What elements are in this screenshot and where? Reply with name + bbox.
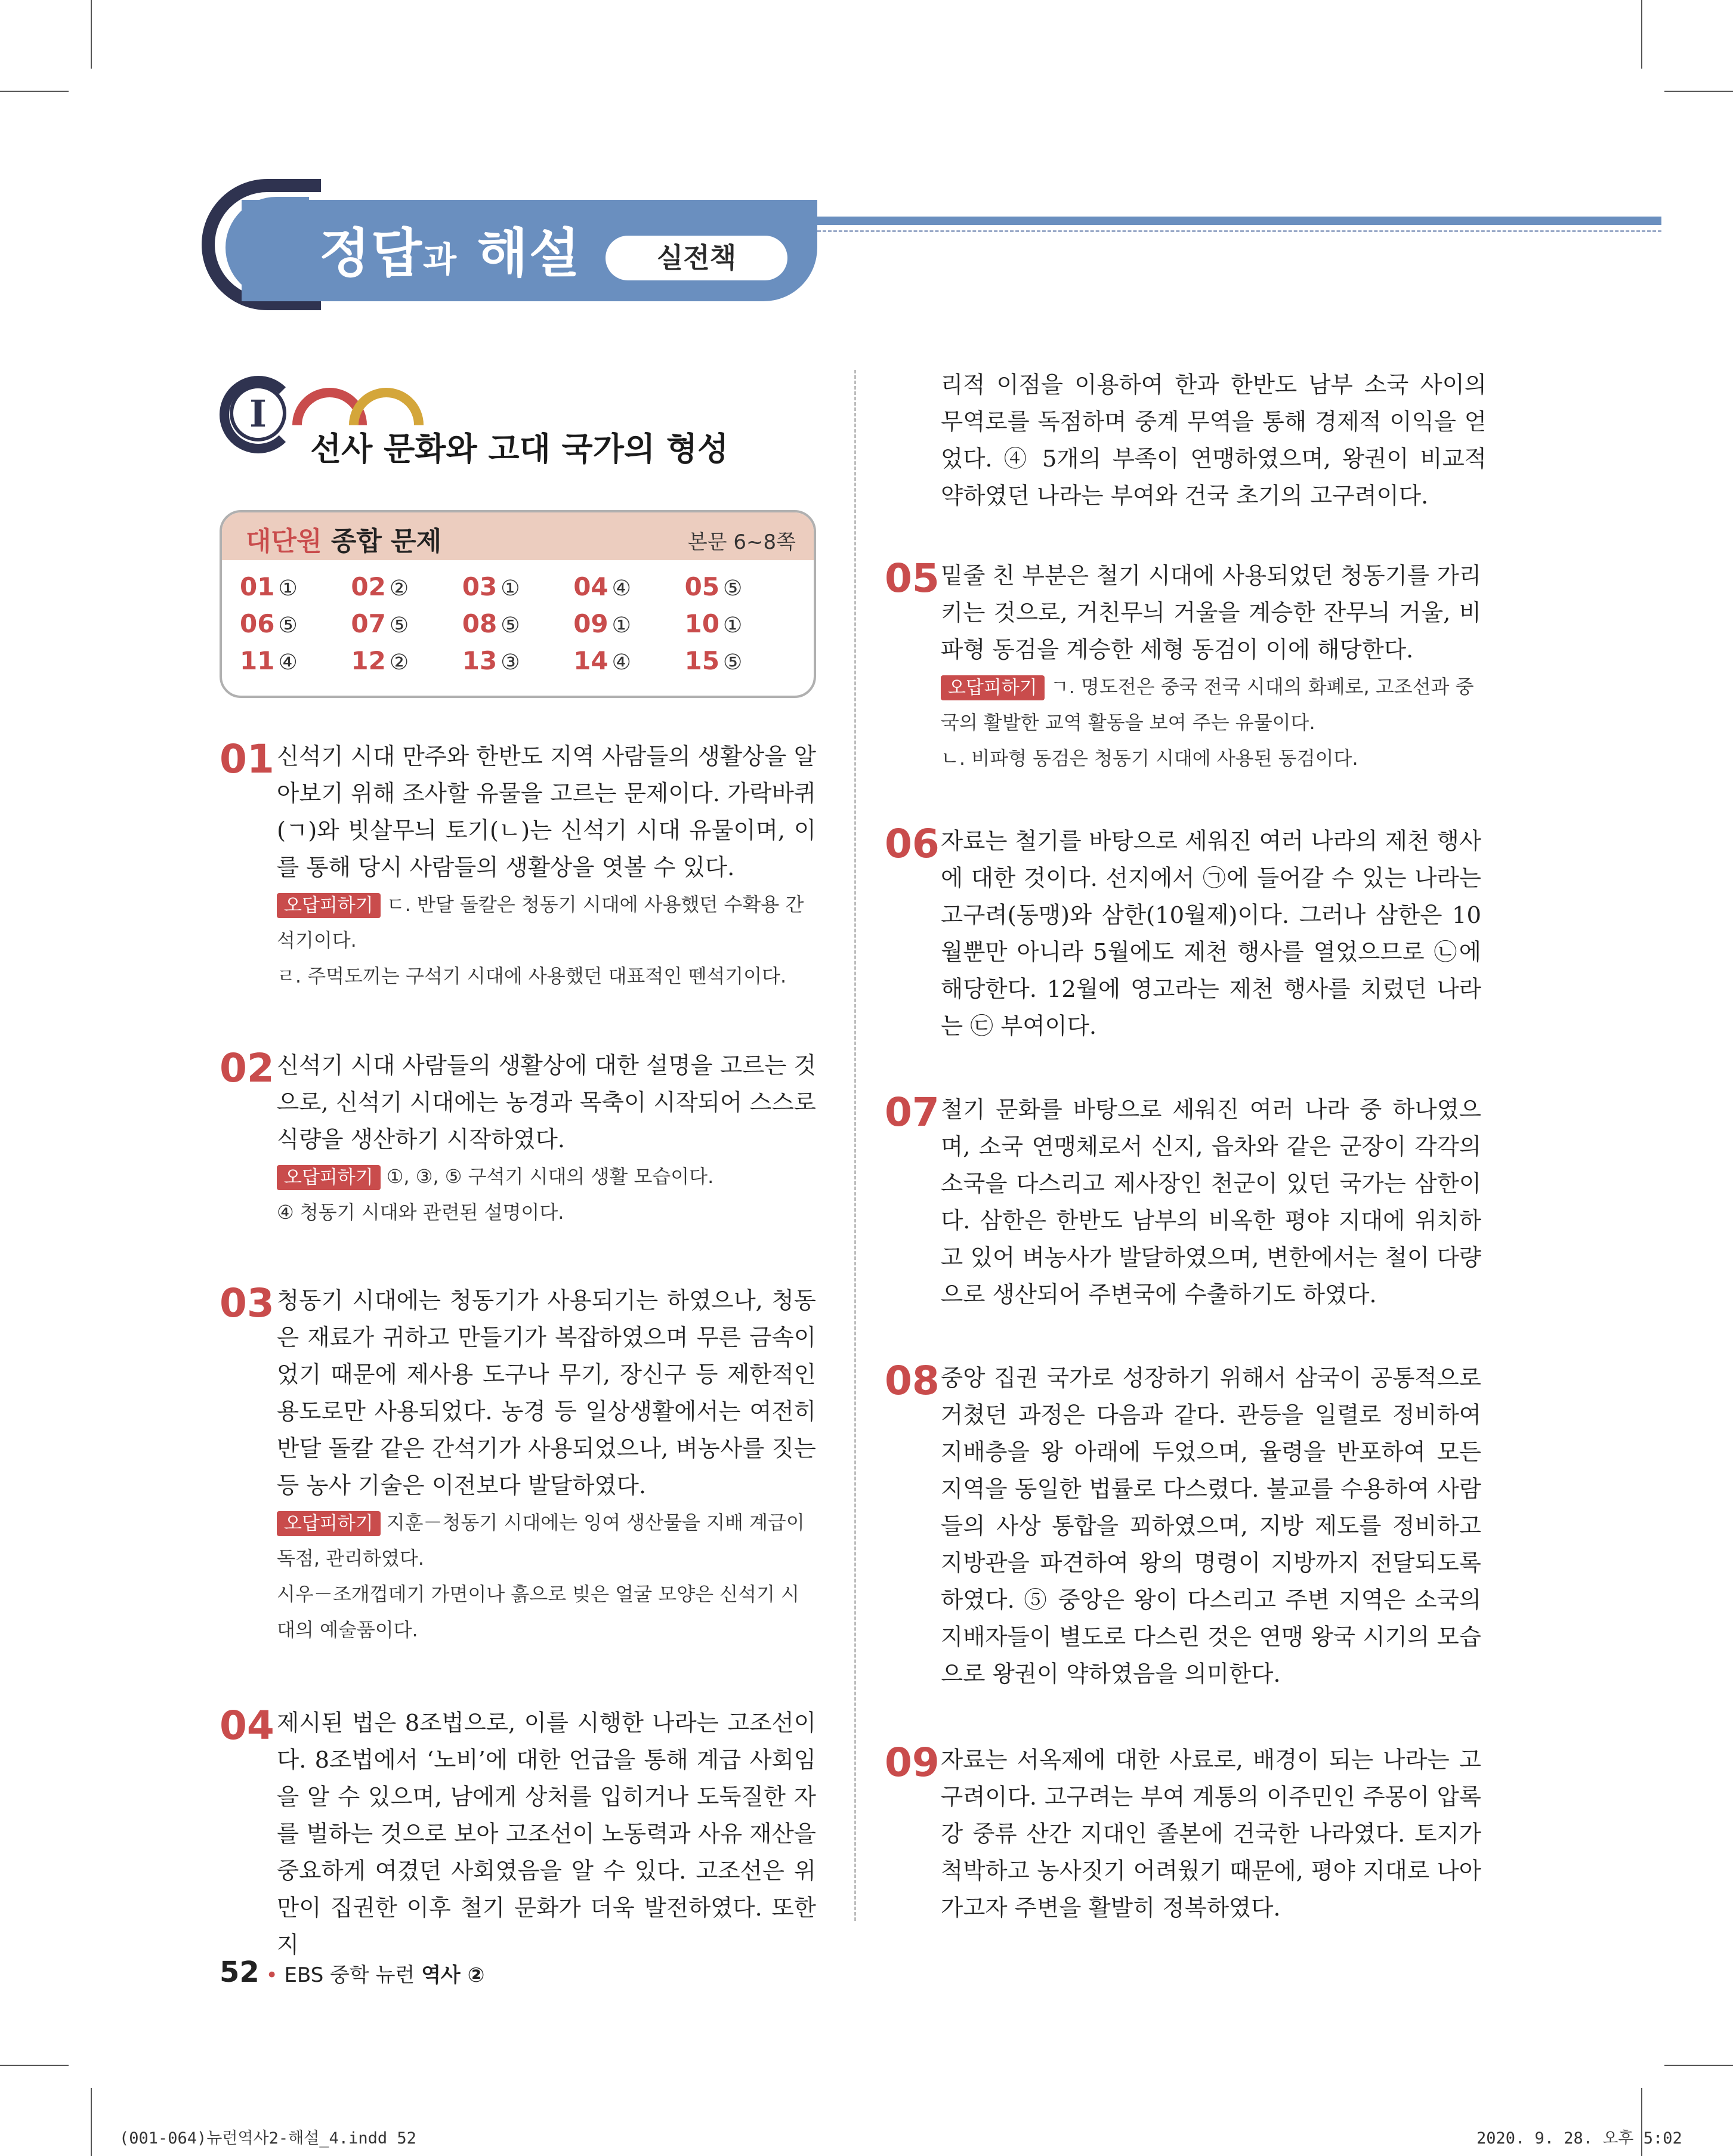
answer-number: 06 <box>240 609 275 638</box>
crop-mark <box>1641 0 1642 69</box>
answer-item <box>685 572 796 604</box>
book-title: EBS 중학 뉴런 <box>284 1963 422 1987</box>
print-slug-file: (001-064)뉴런역사2-해설_4.indd 52 <box>119 2129 416 2148</box>
wrong-answer-note: ④ 청동기 시대와 관련된 설명이다. <box>277 1201 564 1224</box>
answer-choice: ⑤ <box>278 613 298 638</box>
answer-item <box>685 609 796 641</box>
wrong-answer-tag: 오답피하기 <box>277 1165 381 1190</box>
question-05 <box>885 555 1481 776</box>
question-number: 08 <box>885 1358 940 1404</box>
answer-number: 05 <box>684 572 720 601</box>
answer-choice: ④ <box>611 650 631 675</box>
question-text: 제시된 법은 8조법으로, 이를 시행한 나라는 고조선이다. 8조법에서 ‘노비’에 대한 언급을 통해 계급 사회임을 알 수 있으며, 남에게 상처를 입히거나 도둑질한 자를 벌하는 것으로 보아 고조선이 노동력과 사유 재산을 중요하게 여겼던 사회였음을 알 수 있다. 고조선은 위만이 집권한 이후 철기 문화가 더욱 발전하였다. 또한 지 <box>277 1710 816 1959</box>
wrong-answer-note: 오답피하기 ①, ③, ⑤ 구석기 시대의 생활 모습이다. <box>277 1159 816 1194</box>
question-09 <box>885 1742 1481 1927</box>
wrong-answer-note: 오답피하기 ㄱ. 명도전은 중국 전국 시대의 화폐로, 고조선과 중국의 활발한 교역 활동을 보여 주는 유물이다. <box>941 675 1474 734</box>
answer-number: 10 <box>684 609 720 638</box>
answer-item <box>240 572 351 604</box>
answer-item <box>573 646 684 678</box>
question-03 <box>220 1280 816 1648</box>
answer-item <box>462 572 573 604</box>
unit-numeral: I <box>230 385 286 441</box>
answer-choice: ① <box>278 576 298 601</box>
header-dash-rule <box>817 230 1661 232</box>
answer-number: 11 <box>240 646 275 675</box>
answer-choice: ④ <box>611 576 631 601</box>
question-text: 철기 문화를 바탕으로 세워진 여러 나라 중 하나였으며, 소국 연맹체로서 신지, 읍차와 같은 군장이 각각의 소국을 다스리고 제사장인 천군이 있던 국가는 삼한이다. 삼한은 한반도 남부의 비옥한 평야 지대에 위치하고 있어 벼농사가 발달하였으며, 변한에서는 철이 다량으로 생산되어 주변국에 수출하기도 하였다. <box>941 1096 1481 1308</box>
wrong-answer-note: 오답피하기 지훈－청동기 시대에는 잉여 생산물을 지배 계급이 독점, 관리하였다. <box>277 1511 805 1570</box>
question-number: 03 <box>220 1280 274 1326</box>
question-number: 02 <box>220 1045 274 1091</box>
wrong-answer-note: ㄴ. 비파형 동검은 청동기 시대에 사용된 동검이다. <box>941 747 1358 770</box>
answer-key-range: 본문 6~8쪽 <box>687 530 796 554</box>
question-text: 중앙 집권 국가로 성장하기 위해서 삼국이 공통적으로 거쳤던 과정은 다음과 같다. 관등을 일렬로 정비하여 지배층을 왕 아래에 두었으며, 율령을 반포하여 모든 지역을 동일한 법률로 다스렸다. 불교를 수용하여 사람들의 사상 통합을 꾀하였으며, 지방 제도를 정비하고 지방관을 파견하여 왕의 명령이 지방까지 전달되도록 하였다. ⑤ 중앙은 왕이 다스리고 주변 지역은 소국의 지배자들이 별도로 다스린 것은 연맹 왕국 시기의 모습으로 왕권이 약하였음을 의미한다. <box>941 1365 1481 1688</box>
wrong-answer-tag: 오답피하기 <box>277 893 381 918</box>
question-text: 청동기 시대에는 청동기가 사용되기는 하였으나, 청동은 재료가 귀하고 만들기가 복잡하였으며 무른 금속이었기 때문에 제사용 도구나 무기, 장신구 등 제한적인 용도로만 사용되었다. 농경 등 일상생활에서는 여전히 반달 돌칼 같은 간석기가 사용되었으나, 벼농사를 짓는 등 농사 기술은 이전보다 발달하였다. <box>277 1287 816 1499</box>
question-06 <box>885 823 1481 1045</box>
answer-key-header <box>222 512 814 560</box>
answer-item <box>685 646 796 678</box>
answer-choice: ① <box>611 613 631 638</box>
question-08 <box>885 1360 1481 1693</box>
question-02 <box>220 1045 816 1230</box>
answer-choice: ⑤ <box>501 613 520 638</box>
question-number: 04 <box>220 1703 274 1749</box>
crop-mark <box>1664 91 1733 92</box>
answer-item <box>351 572 462 604</box>
question-number: 01 <box>220 736 274 782</box>
footer-bullet-icon: • <box>265 1963 278 1987</box>
answer-number: 13 <box>462 646 498 675</box>
crop-mark <box>0 91 69 92</box>
answer-key-title: 대단원 종합 문제 <box>246 526 442 557</box>
answer-number: 03 <box>462 572 498 601</box>
wrong-answer-tag: 오답피하기 <box>941 675 1045 700</box>
answer-choice: ⑤ <box>389 613 409 638</box>
unit-title: 선사 문화와 고대 국가의 형성 <box>310 430 729 468</box>
answer-choice: ② <box>389 650 409 675</box>
question-04-continued <box>941 367 1487 515</box>
question-text: 밑줄 친 부분은 철기 시대에 사용되었던 청동기를 가리키는 것으로, 거친무늬 거울을 계승한 잔무늬 거울, 비파형 동검을 계승한 세형 동검이 이에 해당한다. <box>941 563 1481 663</box>
crop-mark <box>0 2065 69 2066</box>
answer-choice: ④ <box>278 650 298 675</box>
wrong-answer-tag: 오답피하기 <box>277 1511 381 1536</box>
header-rule <box>817 217 1661 225</box>
question-07 <box>885 1089 1481 1314</box>
answer-number: 02 <box>351 572 386 601</box>
page-footer <box>220 1956 484 1989</box>
crop-mark <box>91 2088 92 2156</box>
question-number: 07 <box>885 1089 940 1135</box>
question-text-continued: 리적 이점을 이용하여 한과 한반도 남부 소국 사이의 무역로를 독점하며 중계 무역을 통해 경제적 이익을 얻었다. ④ 5개의 부족이 연맹하였으며, 왕권이 비교적 약하였던 나라는 부여와 건국 초기의 고구려이다. <box>941 372 1487 509</box>
answer-choice: ② <box>389 576 409 601</box>
question-number: 05 <box>885 555 940 601</box>
question-text: 신석기 시대 사람들의 생활상에 대한 설명을 고르는 것으로, 신석기 시대에는 농경과 목축이 시작되어 스스로 식량을 생산하기 시작하였다. <box>277 1052 816 1153</box>
answer-number: 14 <box>573 646 608 675</box>
answer-key-box <box>220 510 816 698</box>
wrong-answer-note: 오답피하기 ㄷ. 반달 돌칼은 청동기 시대에 사용했던 수확용 간석기이다. <box>277 893 804 952</box>
answer-choice: ① <box>723 613 743 638</box>
answer-number: 07 <box>351 609 386 638</box>
wrong-answer-note: ㄹ. 주먹도끼는 구석기 시대에 사용했던 대표적인 뗀석기이다. <box>277 965 787 987</box>
page-title: 정답과 해설 <box>319 223 581 284</box>
question-text: 자료는 서옥제에 대한 사료로, 배경이 되는 나라는 고구려이다. 고구려는 부여 계통의 이주민인 주몽이 압록강 중류 산간 지대인 졸본에 건국한 나라였다. 토지가 척박하고 농사짓기 어려웠기 때문에, 평야 지대로 나아가고자 주변을 활발히 정복하였다. <box>941 1747 1481 1922</box>
print-slug-date: 2020. 9. 28. 오후 5:02 <box>1476 2129 1682 2148</box>
question-01 <box>220 736 816 994</box>
question-number: 06 <box>885 821 940 867</box>
answer-choice: ③ <box>501 650 520 675</box>
answer-number: 09 <box>573 609 608 638</box>
answer-choice: ⑤ <box>723 650 743 675</box>
crop-mark <box>91 0 92 69</box>
column-divider <box>854 370 856 1921</box>
answer-item <box>240 646 351 678</box>
answer-number: 01 <box>240 572 275 601</box>
question-number: 09 <box>885 1740 940 1786</box>
answer-number: 04 <box>573 572 608 601</box>
answer-item <box>462 646 573 678</box>
answer-choice: ⑤ <box>723 576 743 601</box>
answer-choice: ① <box>501 576 520 601</box>
crop-mark <box>1664 2065 1733 2066</box>
question-text: 자료는 철기를 바탕으로 세워진 여러 나라의 제천 행사에 대한 것이다. 선지에서 ㉠에 들어갈 수 있는 나라는 고구려(동맹)와 삼한(10월제)이다. 그러나 삼한은 10월뿐만 아니라 5월에도 제천 행사를 열었으므로 ㉡에 해당한다. 12월에 영고라는 제천 행사를 치렀던 나라는 ㉢ 부여이다. <box>941 828 1481 1040</box>
answer-key-grid <box>222 560 814 678</box>
wrong-answer-note: 시우－조개껍데기 가면이나 흙으로 빚은 얼굴 모양은 신석기 시대의 예술품이다. <box>277 1583 800 1641</box>
question-04 <box>220 1705 816 1964</box>
book-subject: 역사 ② <box>421 1963 485 1987</box>
answer-item <box>240 609 351 641</box>
section-pill: 실전책 <box>606 236 787 280</box>
answer-item <box>351 646 462 678</box>
answer-item <box>351 609 462 641</box>
answer-number: 15 <box>684 646 720 675</box>
page-number: 52 <box>220 1956 260 1989</box>
answer-number: 08 <box>462 609 498 638</box>
answer-number: 12 <box>351 646 386 675</box>
answer-item <box>573 572 684 604</box>
answer-item <box>462 609 573 641</box>
question-text: 신석기 시대 만주와 한반도 지역 사람들의 생활상을 알아보기 위해 조사할 유물을 고르는 문제이다. 가락바퀴(ㄱ)와 빗살무늬 토기(ㄴ)는 신석기 시대 유물이며, 이를 통해 당시 사람들의 생활상을 엿볼 수 있다. <box>277 743 816 881</box>
answer-item <box>573 609 684 641</box>
